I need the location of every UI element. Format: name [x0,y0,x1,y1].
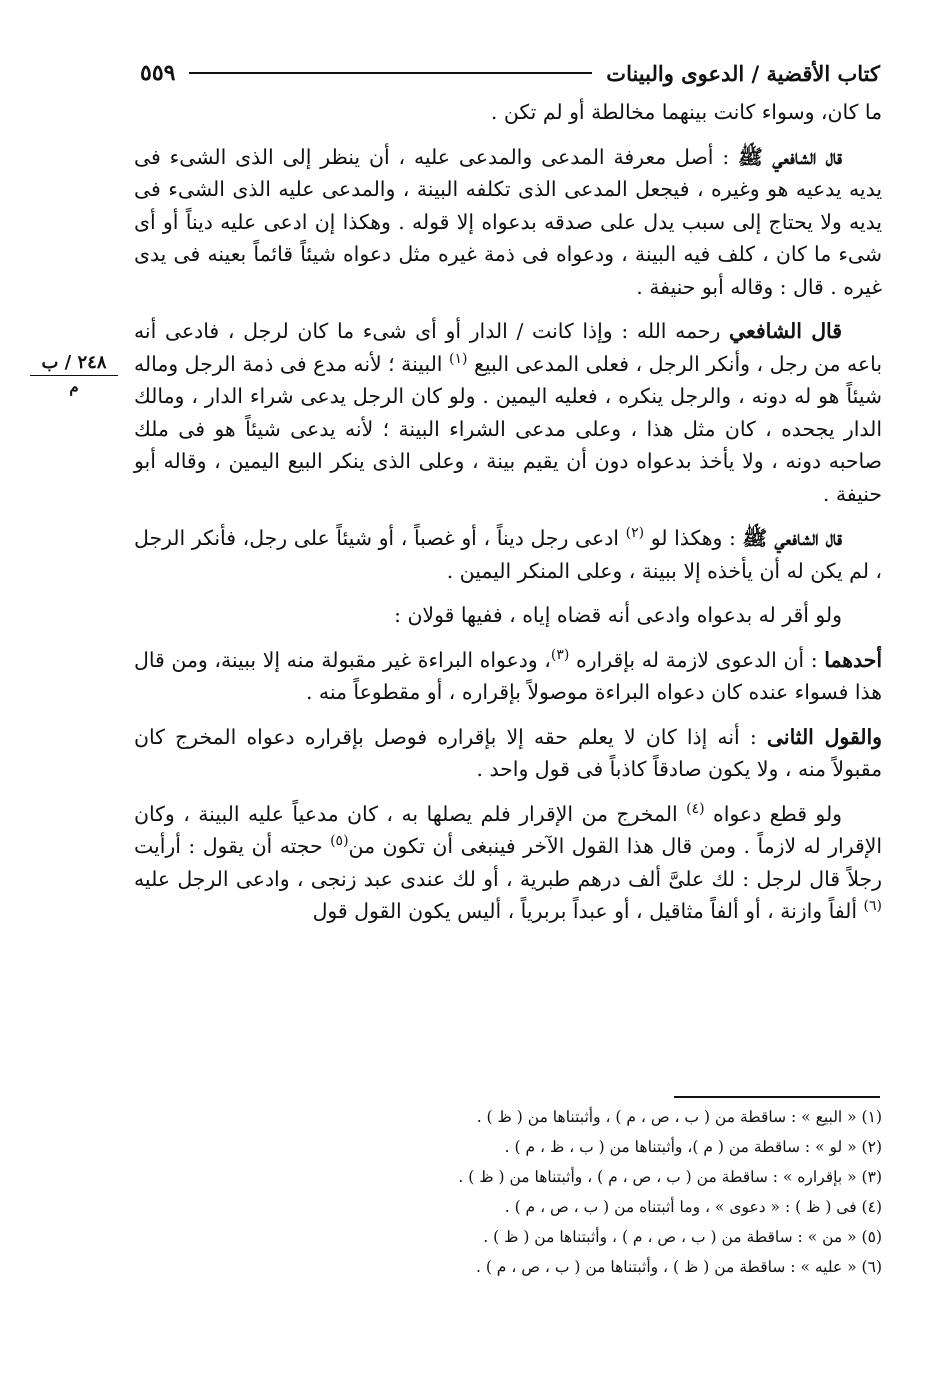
footnote-ref-5: (٥) [330,833,349,850]
paragraph-7 [134,798,882,928]
paragraph-3 [134,522,882,587]
footnote-ref-6: (٦) [863,898,882,915]
manuscript-folio: ٢٤٨ / ب [30,352,118,376]
footnote-ref-1: (١) [448,350,468,367]
speaker-label: قال الشافعي [729,319,842,343]
footnote-item: (٣) « بإقراره » : ساقطة من ( ب ، ص ، م ) ، وأثبتناها من ( ظ ) . [458,1168,882,1186]
footnotes [300,1102,882,1282]
chapter-title: كتاب الأقضية / الدعوى والبينات [606,60,880,86]
paragraph-text: المخرج من الإقرار فلم يصلها به ، كان مدعياً عليه البينة ، وكان الإقرار له لازماً . ومن قال هذا القول الآخر فينبغى أن تكون من [134,801,882,858]
manuscript-sigil: م [69,378,79,396]
opinion-label: أحدهما [824,647,883,672]
paragraph-text: رحمه الله : وإذا كانت / الدار أو أى شىء ما كان لرجل ، فادعى أنه باعه من رجل ، وأنكر الرجل ، فعلى المدعى البيع [134,319,882,376]
paragraph-text: ولو قطع دعواه [713,801,842,826]
paragraph-6 [134,721,882,786]
footnote-item: (٦) « عليه » : ساقطة من ( ظ ) ، وأثبتناها من ( ب ، ص ، م ) . [475,1258,882,1276]
paragraph-1 [134,141,882,304]
paragraph-text: ، ودعواه البراءة غير مقبولة منه إلا ببينة، ومن قال هذا فسواء عنده كان دعواه البراءة موصولاً بإقراره ، أو مقطوعاً منه . [134,647,882,704]
paragraph-text: ألفاً وازنة ، أو ألفاً مثاقيل ، أو عبداً بربرياً ، أليس يكون القول قول [312,899,858,923]
footnote-separator [674,1096,880,1098]
manuscript-margin-note [30,352,118,398]
header-rule [189,72,592,74]
page-number: ٥٥٩ [140,60,176,86]
footnote-item: (١) « البيع » : ساقطة من ( ب ، ص ، م ) ، وأثبتناها من ( ظ ) . [476,1108,882,1126]
paragraph-continuation: ما كان، وسواء كانت بينهما مخالطة أو لم تكن . [490,100,882,124]
speaker-label: قال الشافعي ﷺ [742,526,843,550]
paragraph-text: : أصل معرفة المدعى والمدعى عليه ، أن ينظر إلى الذى الشىء فى يديه يدعيه هو وغيره ، فيجعل المدعى الذى تكلفه البينة ، والمدعى عليه الذى الشىء فى يديه ولا يحتاج إلى سبب يدل على صدقه بدعواه إلا قوله . وهكذا إن ادعى عليه ديناً أو أى شىء ما كان ، كلف فيه البينة ، ودعواه فى ذمة غيره مثل دعواه شيئاً قائماً بعينه فى يدى غيره . قال : وقاله أبو حنيفة . [134,144,882,299]
paragraph-text: : أنه إذا كان لا يعلم حقه إلا بإقراره فوصل بإقراره دعواه المخرج كان مقبولاً منه ، ولا يكون صادقاً كاذباً فى قول واحد . [134,724,882,781]
opinion-label: والقول الثانى [766,724,882,749]
paragraph-text: : وهكذا لو [650,526,736,550]
footnote-item: (٥) « من » : ساقطة من ( ب ، ص ، م ) ، وأثبتناها من ( ظ ) . [483,1228,882,1246]
paragraph-5 [134,644,882,709]
paragraph-text: البينة ؛ لأنه مدع فى ذمة الرجل وماله شيئاً هو له دونه ، والرجل ينكره ، فعليه اليمين . ولو كان الرجل يدعى شراء الدار ، ومالك الدار يجحده ، كان مثل هذا ، وعلى مدعى الشراء البينة ؛ لأنه يدعى شيئاً هو فى ملك صاحبه دونه ، ولا يأخذ بدعواه دون أن يقيم بينة ، وعلى الذى ينكر البيع اليمين ، وقاله أبو حنيفة . [134,351,882,506]
paragraph-text: حجته أن يقول : أرأيت رجلاً قال لرجل : لك علىَّ ألف درهم طبرية ، أو لك عندى عبد زنجى ، وادعى الرجل عليه [134,834,882,891]
paragraph-text: : أن الدعوى لازمة له بإقراره [576,647,818,672]
running-header [140,56,880,90]
main-text [134,96,882,928]
footnote-ref-4: (٤) [686,800,705,817]
paragraph-2 [134,315,882,510]
paragraph-text: ادعى رجل ديناً ، أو غصباً ، أو شيئاً على رجل، فأنكر الرجل ، لم يكن له أن يأخذه إلا ببينة ، وعلى المنكر اليمين . [134,526,882,583]
speaker-label: قال الشافعي ﷺ [738,144,842,169]
footnote-ref-2: (٢) [625,525,645,542]
footnote-ref-3: (٣) [550,646,570,663]
footnote-item: (٢) « لو » : ساقطة من ( م )، وأثبتناها من ( ب ، ظ ، م ) . [504,1138,882,1156]
footnote-item: (٤) فى ( ظ ) : « دعوى » ، وما أثبتناه من ( ب ، ص ، م ) . [504,1198,882,1216]
paragraph-4: ولو أقر له بدعواه وادعى أنه قضاه إياه ، ففيها قولان : [394,603,842,627]
